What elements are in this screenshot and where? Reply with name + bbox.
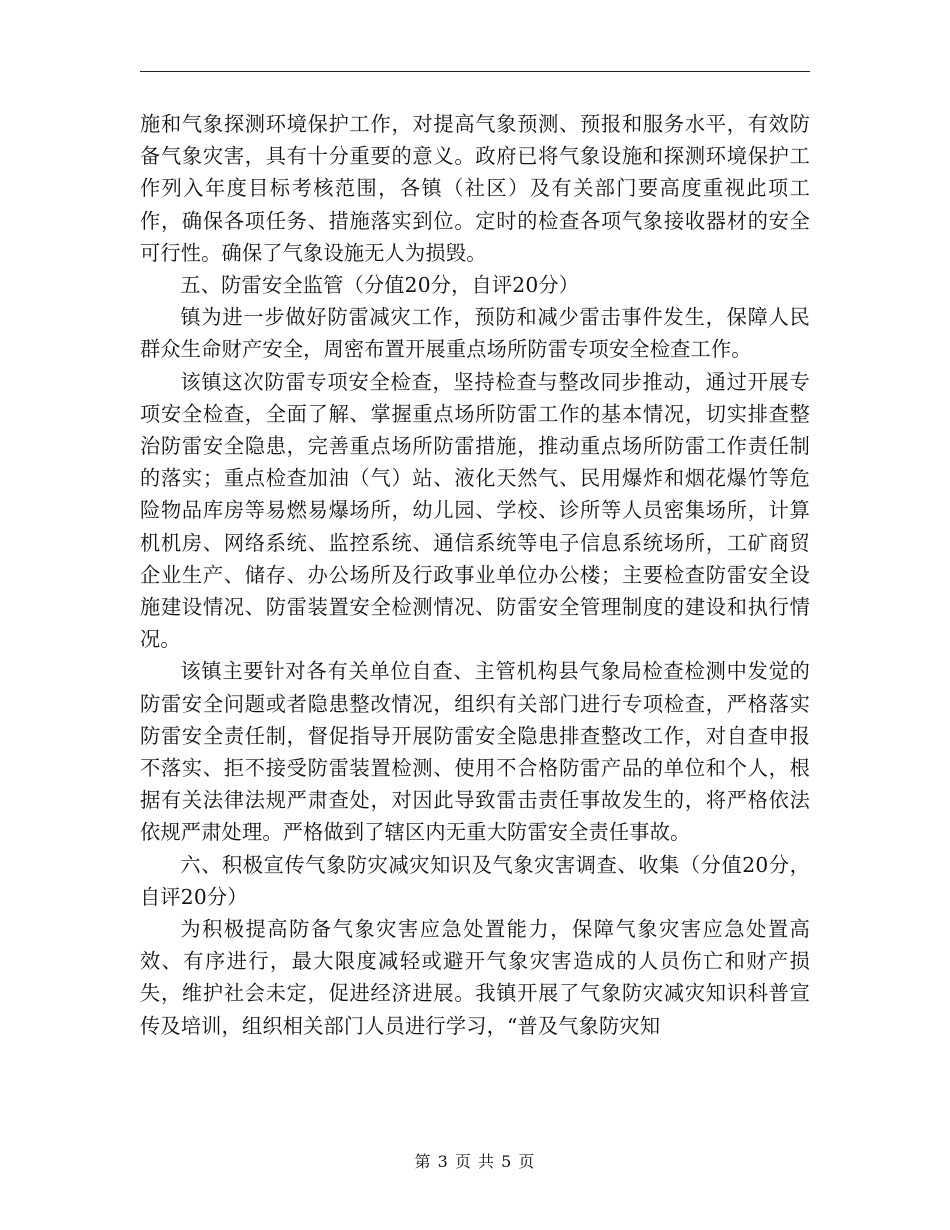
header-rule	[140, 71, 810, 72]
section-heading-5: 五、防雷安全监管（分值20分，自评20分）	[180, 273, 580, 298]
paragraph-7: 为积极提高防备气象灾害应急处置能力，保障气象灾害应急处置高效、有序进行，最大限度减轻或避开气象灾害造成的人员伤亡和财产损失，维护社会未定，促进经济进展。我镇开展了气象防灾减灾知识科普宣传及培训，组织相关部门人员进行学习，“普及气象防灾知	[140, 917, 810, 1038]
page-number: 第 3 页 共 5 页	[414, 1152, 536, 1171]
section-heading-6: 六、积极宣传气象防灾减灾知识及气象灾害调查、收集（分值20分，自评20分）	[140, 852, 810, 909]
document-body	[140, 108, 810, 1042]
paragraph-5: 该镇主要针对各有关单位自查、主管机构县气象局检查检测中发觉的防雷安全问题或者隐患整改情况，组织有关部门进行专项检查，严格落实防雷安全责任制，督促指导开展防雷安全隐患排查整改工作，对自查申报不落实、拒不接受防雷装置检测、使用不合格防雷产品的单位和个人，根据有关法律法规严肃查处，对因此导致雷击责任事故发生的，将严格依法依规严肃处理。严格做到了辖区内无重大防雷安全责任事故。	[140, 659, 810, 845]
paragraph-4: 该镇这次防雷专项安全检查，坚持检查与整改同步推动，通过开展专项安全检查，全面了解、掌握重点场所防雷工作的基本情况，切实排查整治防雷安全隐患，完善重点场所防雷措施，推动重点场所防雷工作责任制的落实；重点检查加油（气）站、液化天然气、民用爆炸和烟花爆竹等危险物品库房等易燃易爆场所，幼儿园、学校、诊所等人员密集场所，计算机机房、网络系统、监控系统、通信系统等电子信息系统场所，工矿商贸企业生产、储存、办公场所及行政事业单位办公楼；主要检查防雷安全设施建设情况、防雷装置安全检测情况、防雷安全管理制度的建设和执行情况。	[140, 369, 810, 652]
paragraph-1: 施和气象探测环境保护工作，对提高气象预测、预报和服务水平，有效防备气象灾害，具有十分重要的意义。政府已将气象设施和探测环境保护工作列入年度目标考核范围，各镇（社区）及有关部门要高度重视此项工作，确保各项任务、措施落实到位。定时的检查各项气象接收器材的安全可行性。确保了气象设施无人为损毁。	[140, 112, 810, 265]
paragraph-3: 镇为进一步做好防雷减灾工作，预防和减少雷击事件发生，保障人民群众生命财产安全，周密布置开展重点场所防雷专项安全检查工作。	[140, 305, 810, 362]
